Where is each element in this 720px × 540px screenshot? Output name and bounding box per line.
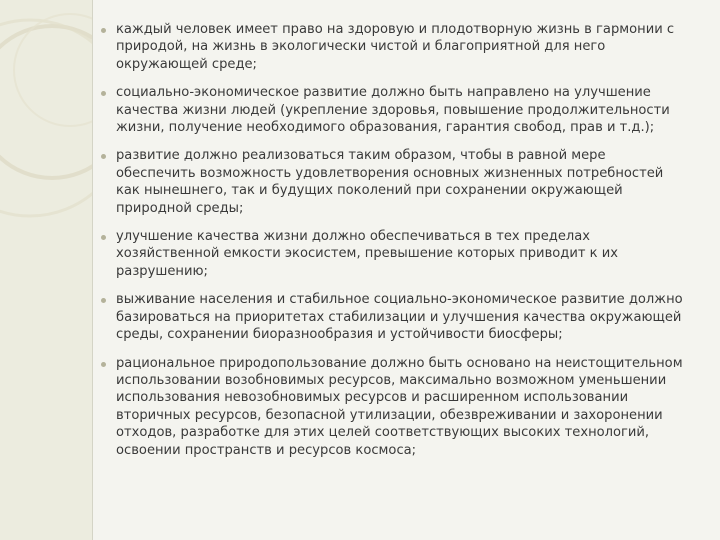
bullet-text: рациональное природопользование должно быть основано на неистощительном использовании возобновимых ресурсов, максимально возможном уменьшении использования невозобновимых ресурсов и расширенном использовании вторичных ресурсов, безопасной утилизации, обезвреживании и захоронении отходов, разработке для этих целей соответствующих высоких технологий, освоении пространств и ресурсов космоса; <box>116 355 683 458</box>
bullet-text: улучшение качества жизни должно обеспечиваться в тех пределах хозяйственной емкости экосистем, превышение которых приводит к их разрушению; <box>116 229 618 279</box>
list-item <box>98 84 688 136</box>
list-item <box>98 355 688 459</box>
bullet-marker <box>101 362 106 367</box>
list-item <box>98 147 688 217</box>
bullet-marker <box>101 235 106 240</box>
list-item <box>98 21 688 73</box>
bullet-marker <box>101 91 106 96</box>
bullet-text: каждый человек имеет право на здоровую и плодотворную жизнь в гармонии с природой, на жизнь в экологически чистой и благоприятной для него окружающей среде; <box>116 22 675 72</box>
list-item <box>98 228 688 280</box>
bullet-marker <box>101 154 106 159</box>
list-item <box>98 291 688 343</box>
bullet-text: развитие должно реализоваться таким образом, чтобы в равной мере обеспечить возможность удовлетворения основных жизненных потребностей как нынешнего, так и будущих поколений при сохранении окружающей природной среды; <box>116 148 664 216</box>
bullet-text: социально-экономическое развитие должно быть направлено на улучшение качества жизни людей (укрепление здоровья, повышение продолжительности жизни, получение необходимого образования, гарантия свобод, прав и т.д.); <box>116 85 670 136</box>
bullet-text: выживание населения и стабильное социально-экономическое развитие должно базироваться на приоритетах стабилизации и улучшения качества окружающей среды, сохранении биоразнообразия и устойчивости биосферы; <box>116 292 683 343</box>
bullet-marker <box>101 298 106 303</box>
panel-divider <box>92 0 93 540</box>
decorative-rings <box>0 0 92 540</box>
bullet-list <box>98 21 688 470</box>
decorative-side-panel <box>0 0 92 540</box>
bullet-marker <box>101 28 106 33</box>
